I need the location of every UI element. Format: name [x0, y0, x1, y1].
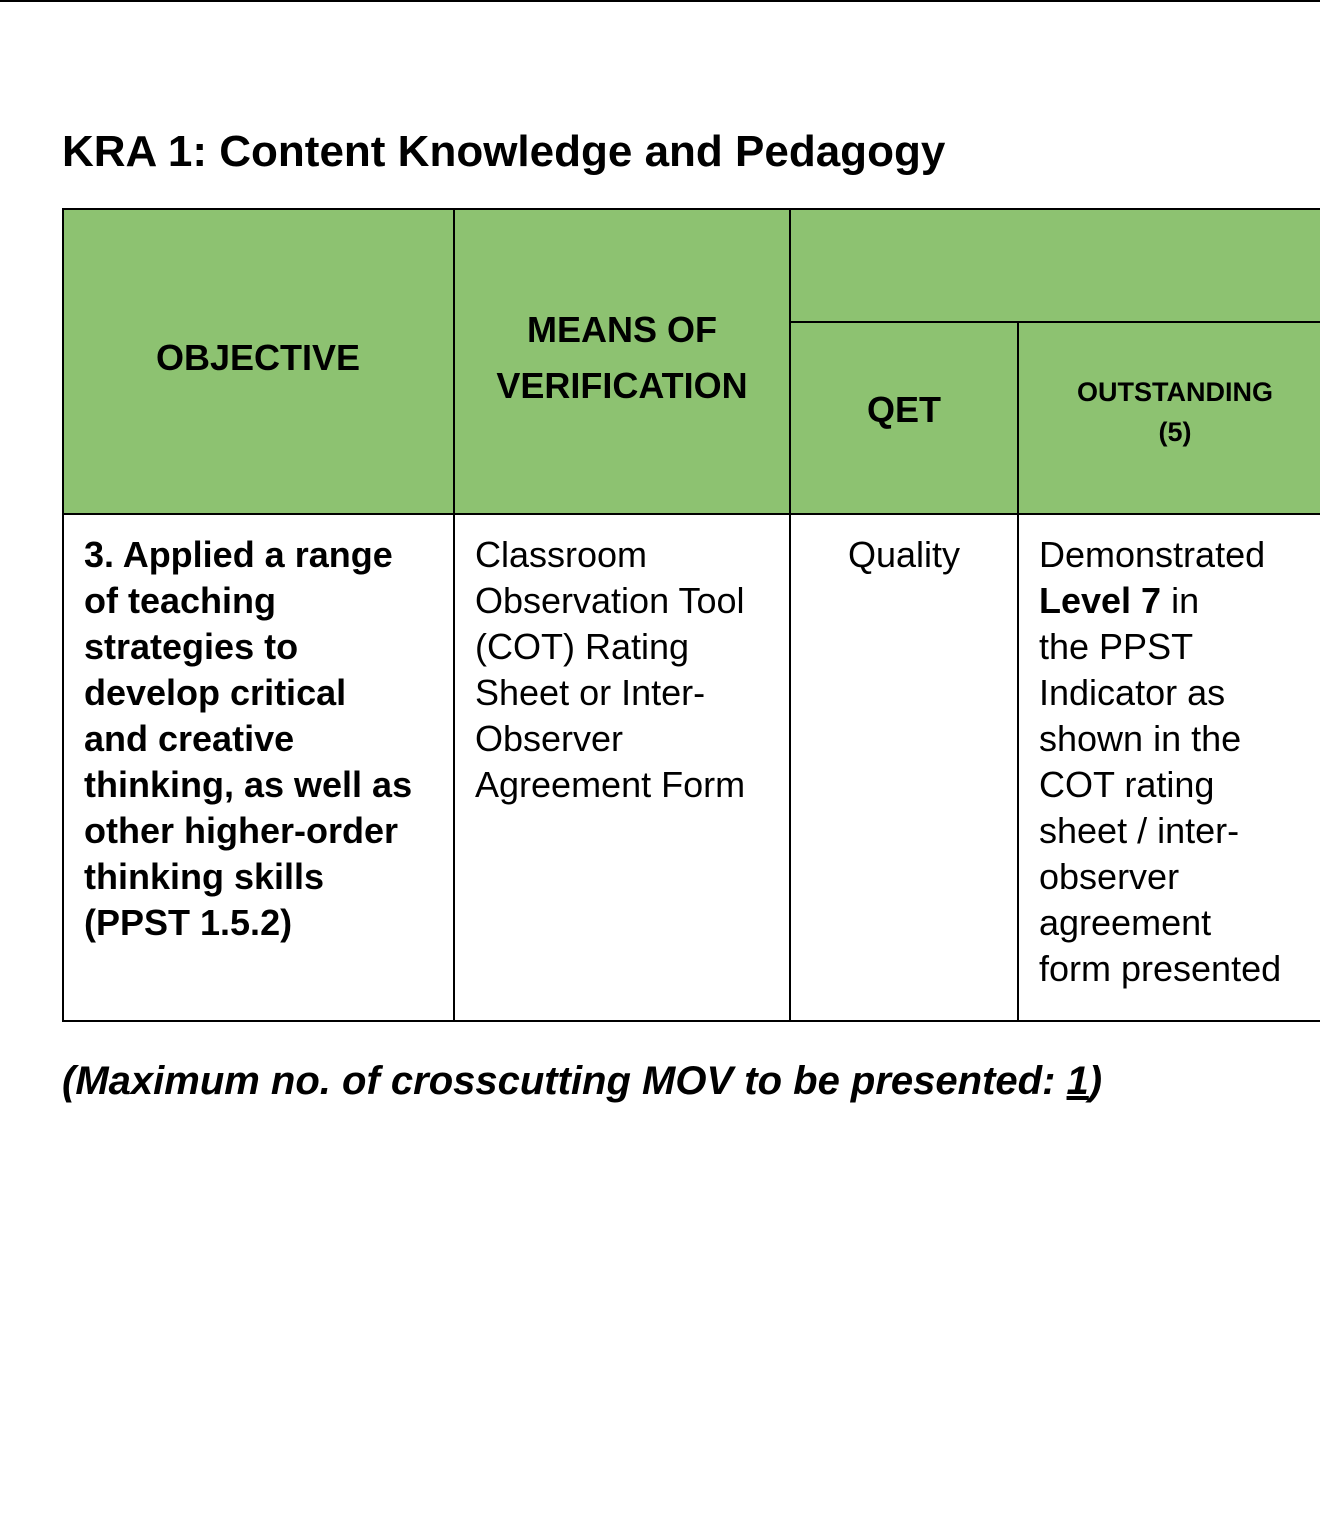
table-border-bottom	[62, 1020, 1320, 1022]
objective-cell-text	[84, 532, 412, 946]
means-line: Sheet or Inter-	[475, 672, 706, 713]
page-title: KRA 1: Content Knowledge and Pedagogy	[62, 127, 946, 176]
header-outstanding-label-line1: OUTSTANDING	[1077, 377, 1273, 407]
table-col-divider-3	[1017, 321, 1019, 1022]
table-header-bottom	[62, 513, 1320, 515]
means-line: Observation Tool	[475, 580, 745, 621]
header-means-label-line1: MEANS OF	[526, 309, 717, 350]
objective-line: thinking skills	[84, 856, 325, 897]
objective-line: 3. Applied a range	[84, 534, 393, 575]
header-objective-label: OBJECTIVE	[155, 337, 361, 378]
outstanding-cell-text	[1039, 532, 1281, 992]
objective-line: strategies to	[84, 626, 299, 667]
header-means-label-line2: VERIFICATION	[496, 365, 748, 406]
means-line: (COT) Rating	[475, 626, 690, 667]
means-cell-text	[475, 532, 745, 808]
header-means-cell	[454, 208, 790, 514]
outstanding-line: sheet / inter-	[1039, 810, 1240, 851]
table-border-top	[62, 208, 1320, 210]
rubric-table	[62, 208, 1320, 1022]
qet-cell-text: Quality	[847, 534, 961, 575]
objective-line: of teaching	[84, 580, 277, 621]
objective-line: other higher-order	[84, 810, 399, 851]
outstanding-line	[1039, 578, 1281, 624]
table-header-subdivider	[790, 321, 1320, 323]
max-mov-note-prefix: (Maximum no. of crosscutting MOV to be presented:	[62, 1059, 1067, 1103]
means-line: Agreement Form	[475, 764, 746, 805]
header-qet-label: QET	[866, 389, 941, 430]
outstanding-line: form presented	[1039, 948, 1282, 989]
outstanding-line: agreement	[1039, 902, 1212, 943]
outstanding-line: observer	[1039, 856, 1180, 897]
outstanding-line: shown in the	[1039, 718, 1242, 759]
max-mov-note	[62, 1056, 1102, 1106]
table-col-divider-2	[789, 208, 791, 1022]
objective-line: develop critical	[84, 672, 347, 713]
means-line: Classroom	[475, 534, 648, 575]
objective-line: thinking, as well as	[84, 764, 413, 805]
max-mov-count: 1	[1066, 1059, 1089, 1103]
outstanding-line: the PPST	[1039, 626, 1194, 667]
outstanding-line: COT rating	[1039, 764, 1215, 805]
means-line: Observer	[475, 718, 624, 759]
outstanding-line-rest: in	[1161, 580, 1200, 621]
outstanding-level-emphasis: Level 7	[1039, 580, 1162, 621]
objective-line: (PPST 1.5.2)	[84, 902, 293, 943]
table-col-divider-1	[453, 208, 455, 1022]
header-objective-cell	[62, 208, 454, 514]
outstanding-line: Indicator as	[1039, 672, 1226, 713]
top-rule	[0, 0, 1320, 2]
outstanding-line: Demonstrated	[1039, 534, 1266, 575]
header-outstanding-cell	[1018, 322, 1320, 514]
table-border-left	[62, 208, 64, 1022]
header-qet-cell	[790, 322, 1018, 514]
max-mov-note-suffix: )	[1088, 1059, 1103, 1103]
objective-line: and creative	[84, 718, 295, 759]
header-outstanding-label-line2: (5)	[1158, 417, 1192, 447]
